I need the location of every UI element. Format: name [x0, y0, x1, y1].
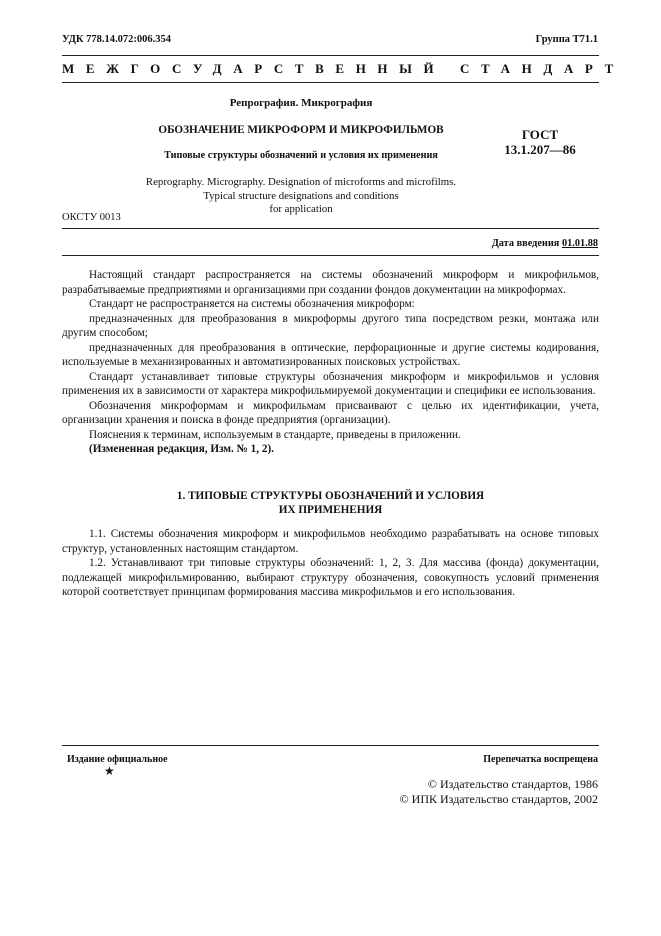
- amendment-note: (Измененная редакция, Изм. № 1, 2).: [89, 443, 274, 455]
- udk-code: УДК 778.14.072:006.354: [62, 34, 171, 45]
- english-title-line: for application: [269, 203, 333, 215]
- intro-text: [62, 268, 599, 457]
- gost-designation: [480, 127, 600, 157]
- footer-divider: [62, 745, 599, 746]
- intro-date-value: 01.01.88: [561, 238, 598, 249]
- copyright-line: © ИПК Издательство стандартов, 2002: [399, 792, 598, 806]
- divider: [62, 228, 599, 229]
- okstu-code: ОКСТУ 0013: [62, 212, 121, 223]
- paragraph: Обозначения микроформам и микрофильмам присваивают с целью их идентификации, учета, организации хранения и поиска в фонде предприятия (организации).: [62, 399, 599, 426]
- banner-text: МЕЖГОСУДАРСТВЕННЫЙ СТАНДАРТ: [62, 61, 625, 76]
- document-subtitle: Типовые структуры обозначений и условия их применения: [164, 150, 438, 161]
- section-text: [62, 527, 599, 600]
- subject-line: Репрография. Микрография: [229, 97, 373, 109]
- gost-number: 13.1.207—86: [504, 142, 576, 157]
- paragraph: Стандарт не распространяется на системы обозначения микроформ:: [89, 298, 415, 310]
- paragraph: предназначенных для преобразования в микроформы другого типа посредством резки, монтажа или другим способом;: [62, 312, 599, 339]
- paragraph: предназначенных для преобразования в оптические, перфорационные и другие системы кодирования, используемые в механизированных и автоматизированных поисковых устройствах.: [62, 341, 599, 368]
- english-title: [62, 176, 540, 217]
- section-heading-line: 1. ТИПОВЫЕ СТРУКТУРЫ ОБОЗНАЧЕНИЙ И УСЛОВИЯ: [176, 490, 485, 502]
- paragraph: 1.1. Системы обозначения микроформ и микрофильмов необходимо разрабатывать на основе типовых структур, установленных настоящим стандартом.: [62, 528, 599, 555]
- copyright-line: © Издательство стандартов, 1986: [427, 777, 598, 791]
- paragraph: Настоящий стандарт распространяется на системы обозначений микроформ и микрофильмов, разрабатываемые предприятиями и организациями при создании фондов документации на микроформах.: [62, 269, 599, 296]
- standard-banner: [62, 55, 625, 83]
- document-title: ОБОЗНАЧЕНИЕ МИКРОФОРМ И МИКРОФИЛЬМОВ: [158, 124, 444, 136]
- paragraph: Пояснения к терминам, используемым в стандарте, приведены в приложении.: [89, 428, 461, 441]
- reprint-notice: Перепечатка воспрещена: [483, 754, 598, 765]
- english-title-line: Typical structure designations and conditions: [203, 189, 399, 202]
- intro-date: [492, 238, 598, 249]
- group-code: Группа Т71.1: [535, 34, 598, 45]
- section-heading-line: ИХ ПРИМЕНЕНИЯ: [278, 504, 383, 516]
- intro-date-label: Дата введения: [491, 238, 560, 249]
- official-edition: Издание официальное: [67, 754, 168, 765]
- paragraph: 1.2. Устанавливают три типовые структуры обозначений: 1, 2, 3. Для массива (фонда) документации, подлежащей микрофильмированию, выбирают структуру обозначения, совокупность условий применения которой соответствует принципам формирования массива микрофильмов и его использования.: [62, 557, 599, 598]
- copyright: [400, 777, 598, 807]
- english-title-line: Reprography. Micrography. Designation of microforms and microfilms.: [145, 176, 457, 188]
- divider: [62, 255, 599, 256]
- star-icon: ★: [104, 764, 115, 778]
- section-heading: [62, 489, 599, 517]
- paragraph: Стандарт устанавливает типовые структуры обозначения микроформ и микрофильмов и условия применения их в зависимости от характера микрофильмируемой документации и специфики ее использования.: [62, 370, 599, 397]
- gost-label: ГОСТ: [521, 127, 559, 142]
